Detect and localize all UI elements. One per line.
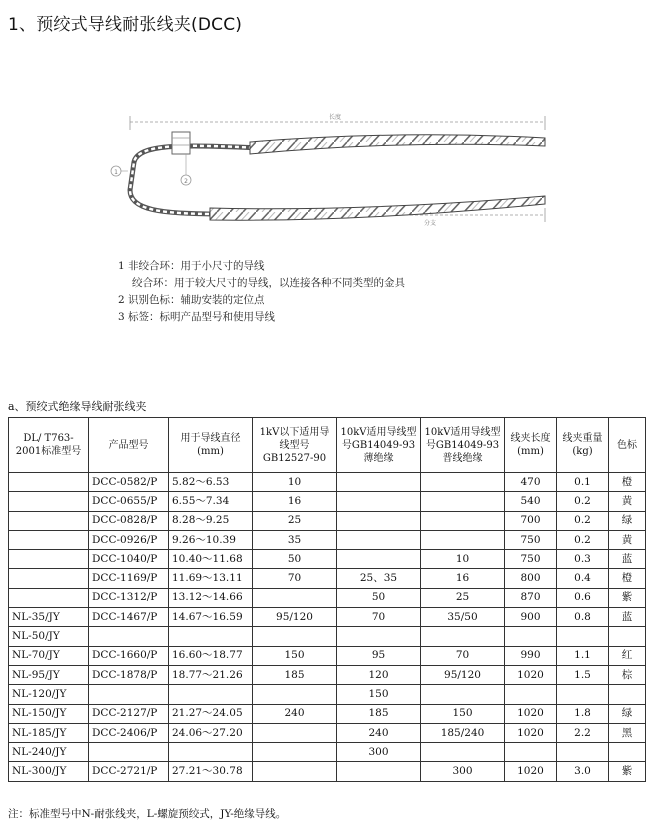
header-10kv-normal: 10kV适用导线型号GB14049-93 普线绝缘	[421, 418, 505, 473]
cell-1kv-model: 10	[253, 473, 337, 492]
legend-item: 3 标签：标明产品型号和使用导线	[118, 311, 276, 323]
cell-length	[505, 743, 557, 762]
cell-10kv-normal: 10	[421, 550, 505, 569]
cell-10kv-normal: 35/50	[421, 608, 505, 627]
cell-color: 绿	[609, 704, 646, 723]
cell-product-model	[89, 685, 169, 704]
cell-10kv-normal: 185/240	[421, 723, 505, 742]
cell-product-model: DCC-1467/P	[89, 608, 169, 627]
cell-weight	[557, 685, 609, 704]
header-weight: 线夹重量 (kg)	[557, 418, 609, 473]
cell-weight: 0.8	[557, 608, 609, 627]
cell-length: 1020	[505, 704, 557, 723]
cell-diameter: 13.12～14.66	[169, 588, 253, 607]
cell-10kv-normal: 16	[421, 569, 505, 588]
cell-1kv-model: 35	[253, 530, 337, 549]
cell-1kv-model	[253, 685, 337, 704]
table-row	[9, 588, 646, 607]
table-row	[9, 569, 646, 588]
cell-std-model: NL-70/JY	[9, 646, 89, 665]
cell-color: 棕	[609, 665, 646, 684]
cell-10kv-thin: 150	[337, 685, 421, 704]
cell-length: 900	[505, 608, 557, 627]
table-row	[9, 492, 646, 511]
cell-std-model: NL-95/JY	[9, 665, 89, 684]
cell-length	[505, 627, 557, 646]
cell-product-model: DCC-1878/P	[89, 665, 169, 684]
cell-1kv-model: 240	[253, 704, 337, 723]
cell-std-model: NL-120/JY	[9, 685, 89, 704]
cell-color: 黄	[609, 492, 646, 511]
cell-diameter: 8.28～9.25	[169, 511, 253, 530]
cell-product-model	[89, 627, 169, 646]
cell-10kv-thin	[337, 473, 421, 492]
header-color: 色标	[609, 418, 646, 473]
cell-std-model: NL-150/JY	[9, 704, 89, 723]
cell-color	[609, 685, 646, 704]
cell-10kv-normal: 25	[421, 588, 505, 607]
cell-product-model: DCC-0582/P	[89, 473, 169, 492]
cell-std-model	[9, 569, 89, 588]
cell-std-model: NL-185/JY	[9, 723, 89, 742]
cell-color	[609, 743, 646, 762]
cell-length: 1020	[505, 762, 557, 781]
cell-diameter: 5.82～6.53	[169, 473, 253, 492]
cell-weight: 2.2	[557, 723, 609, 742]
cell-weight: 0.2	[557, 511, 609, 530]
cell-color	[609, 627, 646, 646]
cell-product-model: DCC-0655/P	[89, 492, 169, 511]
cell-10kv-thin	[337, 550, 421, 569]
cell-10kv-normal	[421, 492, 505, 511]
lower-helix	[210, 196, 545, 220]
cell-product-model: DCC-1169/P	[89, 569, 169, 588]
table-caption: a、预绞式绝缘导线耐张线夹	[8, 400, 147, 413]
table-row	[9, 530, 646, 549]
cell-color: 红	[609, 646, 646, 665]
cell-weight: 3.0	[557, 762, 609, 781]
cell-length: 750	[505, 530, 557, 549]
table-row	[9, 704, 646, 723]
upper-helix	[250, 135, 545, 154]
cell-product-model: DCC-2406/P	[89, 723, 169, 742]
cell-1kv-model: 150	[253, 646, 337, 665]
cell-diameter: 18.77～21.26	[169, 665, 253, 684]
cell-diameter: 6.55～7.34	[169, 492, 253, 511]
header-product-model: 产品型号	[89, 418, 169, 473]
table-row	[9, 511, 646, 530]
cell-std-model	[9, 473, 89, 492]
cell-1kv-model	[253, 723, 337, 742]
cell-weight: 1.5	[557, 665, 609, 684]
cell-weight: 0.4	[557, 569, 609, 588]
cell-diameter: 14.67～16.59	[169, 608, 253, 627]
cell-length: 750	[505, 550, 557, 569]
cell-1kv-model	[253, 762, 337, 781]
cell-std-model	[9, 550, 89, 569]
cell-product-model: DCC-0926/P	[89, 530, 169, 549]
cell-10kv-thin	[337, 627, 421, 646]
cell-10kv-thin: 50	[337, 588, 421, 607]
cell-10kv-normal	[421, 511, 505, 530]
cell-10kv-thin	[337, 762, 421, 781]
table-row	[9, 723, 646, 742]
cell-std-model: NL-50/JY	[9, 627, 89, 646]
cell-length: 800	[505, 569, 557, 588]
cell-10kv-thin: 95	[337, 646, 421, 665]
cell-length	[505, 685, 557, 704]
table-row	[9, 743, 646, 762]
cell-product-model	[89, 743, 169, 762]
cell-10kv-thin	[337, 511, 421, 530]
cell-std-model: NL-240/JY	[9, 743, 89, 762]
header-length: 线夹长度 (mm)	[505, 418, 557, 473]
cell-length: 1020	[505, 723, 557, 742]
cell-diameter: 10.40～11.68	[169, 550, 253, 569]
cell-length: 700	[505, 511, 557, 530]
header-std-model: DL/ T763-2001标准型号	[9, 418, 89, 473]
cell-10kv-thin: 25、35	[337, 569, 421, 588]
cell-product-model: DCC-1660/P	[89, 646, 169, 665]
table-row	[9, 627, 646, 646]
cell-10kv-thin: 120	[337, 665, 421, 684]
table-row	[9, 473, 646, 492]
cell-1kv-model: 50	[253, 550, 337, 569]
spec-table	[8, 417, 646, 782]
page-title: 1、预绞式导线耐张线夹(DCC)	[8, 15, 243, 35]
cell-1kv-model	[253, 588, 337, 607]
marker-2-label: 2	[184, 178, 188, 185]
cell-weight: 0.6	[557, 588, 609, 607]
branch-label: 分支	[423, 220, 437, 227]
cell-color: 绿	[609, 511, 646, 530]
cell-diameter: 24.06～27.20	[169, 723, 253, 742]
clamp-diagram	[100, 100, 570, 245]
cell-length: 1020	[505, 665, 557, 684]
cell-std-model	[9, 588, 89, 607]
cell-diameter	[169, 685, 253, 704]
cell-weight: 0.1	[557, 473, 609, 492]
cell-weight: 0.2	[557, 530, 609, 549]
cell-product-model: DCC-2721/P	[89, 762, 169, 781]
cell-diameter: 9.26～10.39	[169, 530, 253, 549]
cell-10kv-normal: 150	[421, 704, 505, 723]
clamp-loop	[130, 146, 260, 214]
table-row	[9, 685, 646, 704]
cell-std-model: NL-300/JY	[9, 762, 89, 781]
length-label: 长度	[328, 114, 342, 121]
header-10kv-thin: 10kV适用导线型号GB14049-93 薄绝缘	[337, 418, 421, 473]
cell-1kv-model: 70	[253, 569, 337, 588]
cell-1kv-model: 95/120	[253, 608, 337, 627]
cell-std-model: NL-35/JY	[9, 608, 89, 627]
cell-10kv-normal: 70	[421, 646, 505, 665]
cell-std-model	[9, 511, 89, 530]
cell-weight: 1.1	[557, 646, 609, 665]
legend-item: 1 非绞合环：用于小尺寸的导线	[118, 260, 265, 272]
cell-product-model: DCC-0828/P	[89, 511, 169, 530]
cell-1kv-model: 16	[253, 492, 337, 511]
cell-length: 540	[505, 492, 557, 511]
cell-product-model: DCC-1040/P	[89, 550, 169, 569]
table-row	[9, 665, 646, 684]
cell-weight: 1.8	[557, 704, 609, 723]
cell-color: 橙	[609, 569, 646, 588]
marker-1-label: 1	[114, 169, 118, 176]
cell-10kv-thin: 300	[337, 743, 421, 762]
cell-10kv-normal	[421, 627, 505, 646]
cell-weight	[557, 627, 609, 646]
cell-weight: 0.3	[557, 550, 609, 569]
table-row	[9, 646, 646, 665]
cell-1kv-model	[253, 743, 337, 762]
cell-1kv-model: 185	[253, 665, 337, 684]
cell-std-model	[9, 530, 89, 549]
cell-diameter: 27.21～30.78	[169, 762, 253, 781]
cell-color: 橙	[609, 473, 646, 492]
cell-10kv-thin: 185	[337, 704, 421, 723]
legend	[118, 258, 405, 326]
cell-color: 紫	[609, 588, 646, 607]
cell-10kv-normal	[421, 530, 505, 549]
table-row	[9, 762, 646, 781]
header-diameter: 用于导线直径 (mm)	[169, 418, 253, 473]
header-1kv: 1kV以下适用导线型号 GB12527-90	[253, 418, 337, 473]
cell-10kv-normal: 95/120	[421, 665, 505, 684]
cell-10kv-thin	[337, 530, 421, 549]
cell-product-model: DCC-1312/P	[89, 588, 169, 607]
table-row	[9, 608, 646, 627]
cell-diameter	[169, 627, 253, 646]
table-row	[9, 550, 646, 569]
cell-color: 蓝	[609, 608, 646, 627]
cell-10kv-thin	[337, 492, 421, 511]
cell-color: 紫	[609, 762, 646, 781]
cell-1kv-model	[253, 627, 337, 646]
cell-weight: 0.2	[557, 492, 609, 511]
cell-diameter: 11.69～13.11	[169, 569, 253, 588]
cell-color: 蓝	[609, 550, 646, 569]
cell-length: 470	[505, 473, 557, 492]
label-tag	[172, 132, 190, 154]
cell-10kv-normal	[421, 743, 505, 762]
legend-item: 2 识别色标：辅助安装的定位点	[118, 294, 265, 306]
cell-diameter: 21.27～24.05	[169, 704, 253, 723]
cell-10kv-normal	[421, 473, 505, 492]
cell-weight	[557, 743, 609, 762]
table-header-row	[9, 418, 646, 473]
cell-10kv-thin: 70	[337, 608, 421, 627]
cell-length: 990	[505, 646, 557, 665]
cell-color: 黄	[609, 530, 646, 549]
cell-length: 870	[505, 588, 557, 607]
cell-diameter: 16.60～18.77	[169, 646, 253, 665]
cell-10kv-thin: 240	[337, 723, 421, 742]
cell-10kv-normal	[421, 685, 505, 704]
footnote: 注：标准型号中N-耐张线夹，L-螺旋预绞式，JY-绝缘导线。	[8, 808, 287, 820]
cell-std-model	[9, 492, 89, 511]
cell-1kv-model: 25	[253, 511, 337, 530]
cell-10kv-normal: 300	[421, 762, 505, 781]
cell-diameter	[169, 743, 253, 762]
cell-product-model: DCC-2127/P	[89, 704, 169, 723]
cell-color: 黑	[609, 723, 646, 742]
legend-item: 绞合环：用于较大尺寸的导线，以连接各种不同类型的金具	[132, 277, 405, 289]
